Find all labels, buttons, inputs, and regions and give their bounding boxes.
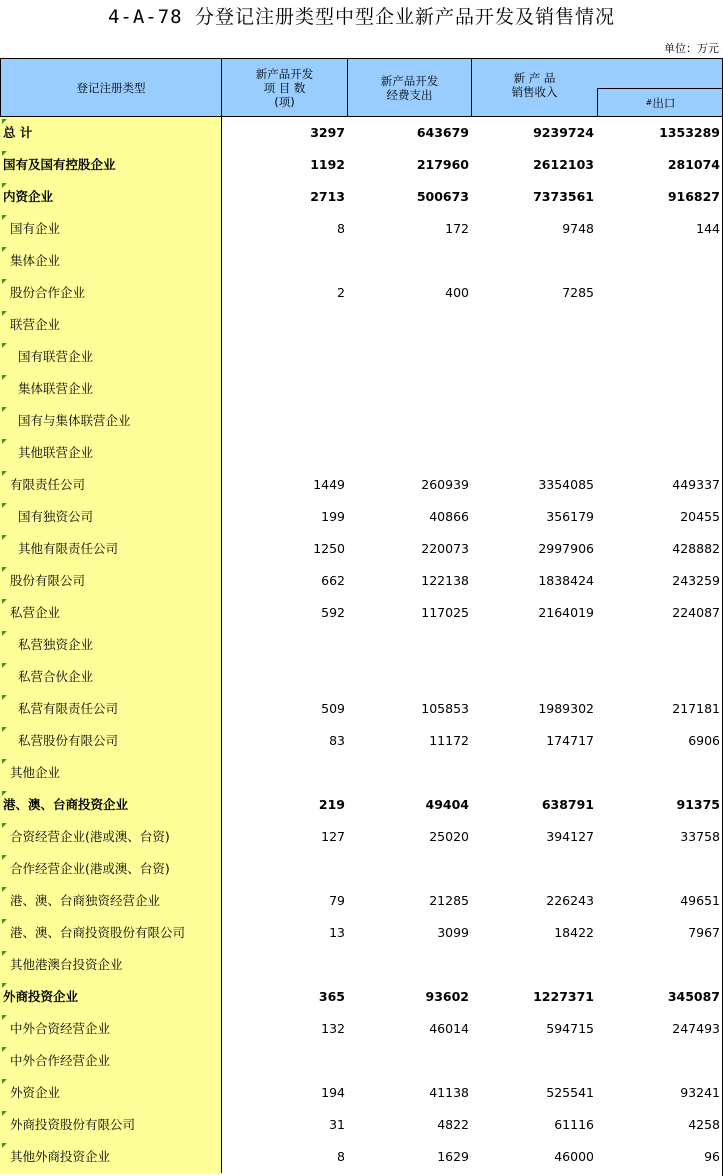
table-row (0, 757, 723, 789)
cell-sales-revenue: 7285 (562, 285, 594, 300)
cell-export (597, 1045, 723, 1077)
table-row (0, 565, 723, 597)
table-row (0, 725, 723, 757)
cell-project-count: 31 (329, 1117, 345, 1132)
cell-dev-expenditure: 500673 (416, 189, 469, 204)
header-registration-type: 登记注册类型 (0, 59, 222, 116)
row-label: 港、澳、台商投资企业 (0, 789, 222, 821)
cell-sales-revenue: 594715 (546, 1021, 594, 1036)
row-label: 私营独资企业 (0, 629, 222, 661)
table-row (0, 1045, 723, 1077)
cell-dev-expenditure (348, 437, 472, 469)
table-row (0, 149, 723, 181)
row-label: 国有与集体联营企业 (0, 405, 222, 437)
cell-project-count (222, 437, 348, 469)
cell-project-count (222, 245, 348, 277)
cell-dev-expenditure: 1629 (437, 1149, 469, 1164)
table-row (0, 245, 723, 277)
cell-dev-expenditure: 172 (445, 221, 469, 236)
table-row (0, 1077, 723, 1109)
cell-export: 144 (696, 221, 720, 236)
row-label: 有限责任公司 (0, 469, 222, 501)
row-label: 中外合资经营企业 (0, 1013, 222, 1045)
cell-dev-expenditure (348, 853, 472, 885)
cell-dev-expenditure (348, 405, 472, 437)
table-row (0, 405, 723, 437)
cell-sales-revenue: 525541 (546, 1085, 594, 1100)
cell-dev-expenditure: 643679 (416, 125, 469, 140)
cell-sales-revenue: 1989302 (538, 701, 594, 716)
cell-sales-revenue: 1838424 (538, 573, 594, 588)
row-label: 外资企业 (0, 1077, 222, 1109)
cell-export: 243259 (672, 573, 720, 588)
cell-project-count: 1449 (313, 477, 345, 492)
cell-dev-expenditure (348, 373, 472, 405)
cell-project-count: 2 (337, 285, 345, 300)
cell-dev-expenditure (348, 757, 472, 789)
cell-export (597, 853, 723, 885)
cell-project-count: 2713 (310, 189, 345, 204)
cell-export: 217181 (672, 701, 720, 716)
cell-sales-revenue: 394127 (546, 829, 594, 844)
row-label: 股份合作企业 (0, 277, 222, 309)
row-label: 中外合作经营企业 (0, 1045, 222, 1077)
row-label: 外商投资企业 (0, 981, 222, 1013)
cell-project-count: 662 (321, 573, 345, 588)
header-sales-revenue: 新 产 品 销售收入 (472, 59, 723, 116)
cell-project-count (222, 373, 348, 405)
row-label: 集体企业 (0, 245, 222, 277)
unit-label: 单位：万元 (664, 42, 719, 55)
cell-project-count: 132 (321, 1021, 345, 1036)
cell-project-count: 199 (321, 509, 345, 524)
cell-sales-revenue: 61116 (554, 1117, 594, 1132)
row-label: 其他有限责任公司 (0, 533, 222, 565)
table-row (0, 213, 723, 245)
row-label: 集体联营企业 (0, 373, 222, 405)
cell-export (597, 373, 723, 405)
cell-export: 96 (704, 1149, 720, 1164)
cell-export: 1353289 (659, 125, 720, 140)
table-row (0, 437, 723, 469)
row-label: 国有及国有控股企业 (0, 149, 222, 181)
row-label: 其他港澳台投资企业 (0, 949, 222, 981)
cell-project-count: 3297 (310, 125, 345, 140)
cell-export: 247493 (672, 1021, 720, 1036)
cell-project-count (222, 661, 348, 693)
cell-sales-revenue (472, 341, 597, 373)
cell-sales-revenue: 2612103 (533, 157, 594, 172)
table-row (0, 661, 723, 693)
row-label: 私营企业 (0, 597, 222, 629)
table-row (0, 885, 723, 917)
cell-export: 93241 (680, 1085, 720, 1100)
cell-sales-revenue: 356179 (546, 509, 594, 524)
cell-project-count: 194 (321, 1085, 345, 1100)
cell-sales-revenue: 7373561 (533, 189, 594, 204)
table-header (0, 58, 723, 117)
row-label: 股份有限公司 (0, 565, 222, 597)
cell-dev-expenditure: 117025 (421, 605, 469, 620)
row-label: 港、澳、台商投资股份有限公司 (0, 917, 222, 949)
cell-export (597, 949, 723, 981)
cell-project-count: 1192 (310, 157, 345, 172)
header-export (597, 88, 723, 116)
cell-sales-revenue (472, 405, 597, 437)
cell-sales-revenue: 638791 (541, 797, 594, 812)
cell-project-count (222, 405, 348, 437)
cell-sales-revenue: 2164019 (538, 605, 594, 620)
row-label: 其他联营企业 (0, 437, 222, 469)
cell-export: 449337 (672, 477, 720, 492)
cell-dev-expenditure: 4822 (437, 1117, 469, 1132)
cell-export: 91375 (676, 797, 720, 812)
row-label: 私营股份有限公司 (0, 725, 222, 757)
cell-project-count (222, 757, 348, 789)
table-row (0, 821, 723, 853)
row-label: 港、澳、台商独资经营企业 (0, 885, 222, 917)
cell-export (597, 277, 723, 309)
cell-project-count: 83 (329, 733, 345, 748)
cell-export (597, 661, 723, 693)
table-row (0, 181, 723, 213)
cell-export: 4258 (688, 1117, 720, 1132)
row-label: 私营合伙企业 (0, 661, 222, 693)
table-body (0, 117, 723, 1173)
header-dev-expenditure: 新产品开发 经费支出 (348, 59, 472, 116)
table-row (0, 469, 723, 501)
table-row (0, 1109, 723, 1141)
cell-export: 916827 (667, 189, 720, 204)
cell-export: 7967 (688, 925, 720, 940)
table-row (0, 501, 723, 533)
cell-export: 281074 (667, 157, 720, 172)
page-title: 4-A-78 分登记注册类型中型企业新产品开发及销售情况 (107, 6, 616, 28)
cell-sales-revenue: 3354085 (538, 477, 594, 492)
cell-project-count (222, 629, 348, 661)
table-row (0, 853, 723, 885)
table-row (0, 949, 723, 981)
row-label: 其他外商投资企业 (0, 1141, 222, 1173)
cell-sales-revenue: 46000 (554, 1149, 594, 1164)
export-mark: # (645, 98, 653, 107)
table-row (0, 981, 723, 1013)
cell-project-count: 592 (321, 605, 345, 620)
cell-sales-revenue (472, 245, 597, 277)
cell-dev-expenditure (348, 1045, 472, 1077)
row-label: 总 计 (0, 117, 222, 149)
cell-dev-expenditure: 46014 (429, 1021, 469, 1036)
cell-sales-revenue (472, 309, 597, 341)
cell-sales-revenue: 174717 (546, 733, 594, 748)
cell-dev-expenditure: 105853 (421, 701, 469, 716)
cell-export: 33758 (680, 829, 720, 844)
cell-project-count (222, 309, 348, 341)
cell-dev-expenditure: 41138 (429, 1085, 469, 1100)
table-row (0, 309, 723, 341)
table-row (0, 1141, 723, 1173)
cell-project-count: 8 (337, 1149, 345, 1164)
export-label: 出口 (652, 95, 676, 110)
cell-project-count (222, 949, 348, 981)
cell-project-count: 219 (318, 797, 345, 812)
table-row (0, 533, 723, 565)
cell-dev-expenditure: 400 (445, 285, 469, 300)
cell-sales-revenue: 226243 (546, 893, 594, 908)
cell-export (597, 629, 723, 661)
row-label: 其他企业 (0, 757, 222, 789)
cell-dev-expenditure (348, 309, 472, 341)
cell-export: 224087 (672, 605, 720, 620)
table-row (0, 117, 723, 149)
row-label: 国有独资公司 (0, 501, 222, 533)
cell-export (597, 437, 723, 469)
cell-project-count (222, 1045, 348, 1077)
cell-project-count: 8 (337, 221, 345, 236)
row-label: 外商投资股份有限公司 (0, 1109, 222, 1141)
table-row (0, 1013, 723, 1045)
cell-dev-expenditure (348, 949, 472, 981)
table-row (0, 917, 723, 949)
table-row (0, 373, 723, 405)
cell-dev-expenditure: 220073 (421, 541, 469, 556)
cell-dev-expenditure: 122138 (421, 573, 469, 588)
cell-project-count: 365 (318, 989, 345, 1004)
cell-dev-expenditure: 3099 (437, 925, 469, 940)
row-label: 内资企业 (0, 181, 222, 213)
cell-sales-revenue (472, 661, 597, 693)
row-label: 合作经营企业(港或澳、台资) (0, 853, 222, 885)
table-row (0, 789, 723, 821)
cell-dev-expenditure: 217960 (416, 157, 469, 172)
row-label: 联营企业 (0, 309, 222, 341)
row-label: 国有联营企业 (0, 341, 222, 373)
table-row (0, 277, 723, 309)
cell-dev-expenditure: 260939 (421, 477, 469, 492)
cell-sales-revenue (472, 853, 597, 885)
cell-export (597, 405, 723, 437)
cell-export: 428882 (672, 541, 720, 556)
cell-project-count: 127 (321, 829, 345, 844)
cell-sales-revenue: 1227371 (533, 989, 594, 1004)
cell-dev-expenditure: 49404 (425, 797, 469, 812)
cell-export (597, 341, 723, 373)
cell-project-count (222, 853, 348, 885)
cell-sales-revenue (472, 437, 597, 469)
table-row (0, 597, 723, 629)
cell-export (597, 309, 723, 341)
cell-export (597, 757, 723, 789)
cell-dev-expenditure: 40866 (429, 509, 469, 524)
cell-project-count: 79 (329, 893, 345, 908)
cell-export: 49651 (680, 893, 720, 908)
cell-project-count: 509 (321, 701, 345, 716)
cell-dev-expenditure: 25020 (429, 829, 469, 844)
cell-sales-revenue: 2997906 (538, 541, 594, 556)
table-row (0, 629, 723, 661)
cell-sales-revenue (472, 949, 597, 981)
cell-export: 20455 (680, 509, 720, 524)
cell-project-count: 13 (329, 925, 345, 940)
table-row (0, 693, 723, 725)
header-project-count: 新产品开发 项 目 数 (项) (222, 59, 348, 116)
cell-sales-revenue: 9239724 (533, 125, 594, 140)
table-row (0, 341, 723, 373)
cell-dev-expenditure: 11172 (429, 733, 469, 748)
cell-export: 6906 (688, 733, 720, 748)
cell-sales-revenue: 18422 (554, 925, 594, 940)
cell-dev-expenditure (348, 245, 472, 277)
data-table (0, 58, 723, 1173)
cell-sales-revenue (472, 1045, 597, 1077)
cell-export: 345087 (667, 989, 720, 1004)
cell-export (597, 245, 723, 277)
cell-dev-expenditure (348, 661, 472, 693)
cell-dev-expenditure: 93602 (425, 989, 469, 1004)
cell-project-count (222, 341, 348, 373)
cell-sales-revenue (472, 373, 597, 405)
cell-sales-revenue: 9748 (562, 221, 594, 236)
cell-dev-expenditure: 21285 (429, 893, 469, 908)
row-label: 合资经营企业(港或澳、台资) (0, 821, 222, 853)
cell-sales-revenue (472, 757, 597, 789)
row-label: 私营有限责任公司 (0, 693, 222, 725)
cell-dev-expenditure (348, 341, 472, 373)
row-label: 国有企业 (0, 213, 222, 245)
cell-dev-expenditure (348, 629, 472, 661)
cell-sales-revenue (472, 629, 597, 661)
cell-project-count: 1250 (313, 541, 345, 556)
